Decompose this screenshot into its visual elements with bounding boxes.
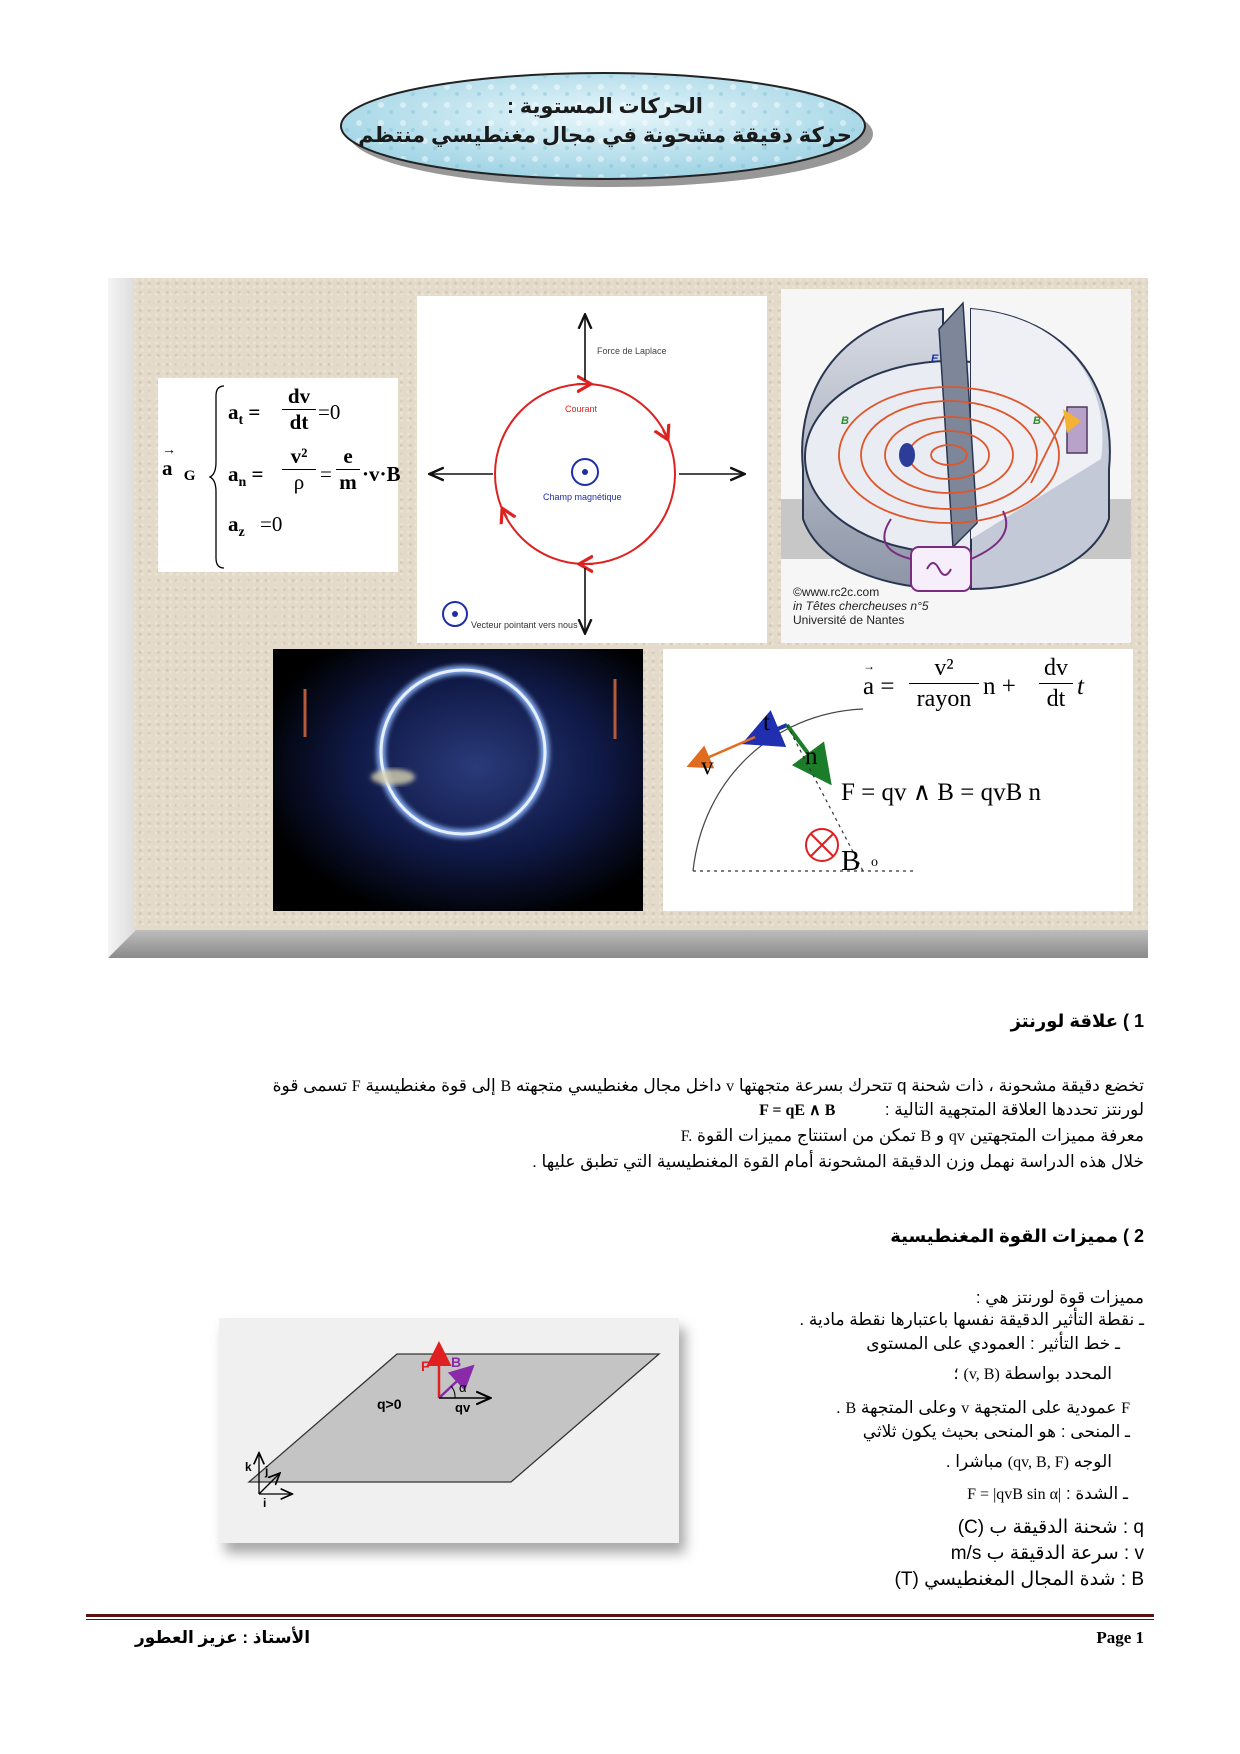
accel-equation-a: → a = [863, 659, 895, 700]
velocity-vector-figure [663, 649, 1133, 911]
beam-ring-image [273, 649, 643, 911]
section-1-paragraph-4: خلال هذه الدراسة نهمل وزن الدقيقة المشحونة أمام القوة المغنطيسية التي تطبق عليها . [532, 1152, 1144, 1171]
az-label: $a_z$ [228, 512, 245, 541]
axis-k-label: k [245, 1460, 252, 1474]
axis-i-label: i [263, 1496, 267, 1510]
field-label-b: B [841, 845, 861, 877]
cyclotron-credit: ©www.rc2c.com in Têtes chercheuses n°5 Université de Nantes [793, 585, 929, 627]
page-title [350, 92, 860, 150]
an-fraction-2: e m [336, 444, 360, 495]
panel-frame-left [108, 278, 136, 956]
field-e-label: E [931, 353, 939, 365]
an-label: $a_n$ = [228, 462, 264, 491]
accel-equation-n: n + [983, 673, 1016, 700]
laplace-force-figure [417, 296, 767, 643]
origin-label: o [871, 855, 878, 870]
plane-angle-label: α [459, 1380, 467, 1395]
title-line-1: الحركات المستوية : [506, 95, 704, 118]
section-1-paragraph-1: تخضع دقيقة مشحونة ، ذات شحنة q تتحرك بسرعة متجهتها v داخل مجال مغنطيسي متجهته B إلى قوة مغنطيسية F تسمى قوة [272, 1076, 1144, 1095]
section-2-item-2: ـ خط التأثير : العمودي على المستوى [866, 1334, 1120, 1353]
current-label: Courant [565, 404, 598, 414]
velocity-label: v [701, 753, 714, 780]
az-result: =0 [260, 512, 283, 536]
an-fraction-1: v² ρ [282, 444, 316, 495]
section-1-paragraph-2: لورنتز تحددها العلاقة المتجهية التالية : F = qE ∧ B [759, 1100, 1144, 1119]
field-b-label-left: B [841, 415, 849, 427]
tangent-label: t [763, 709, 770, 736]
lorentz-plane-figure [219, 1318, 679, 1543]
panel-frame-bottom [108, 930, 1148, 958]
accel-symbol: → a $_G$ [162, 443, 196, 485]
footer-rule-thin [86, 1619, 1154, 1620]
field-b-label-right: B [1033, 415, 1041, 427]
vector-legend: Vecteur pointant vers nous [471, 620, 578, 630]
accel-fraction-1: v² rayon [909, 653, 979, 714]
accel-equation-t: t [1077, 673, 1084, 700]
plane-diagram [219, 1318, 679, 1543]
velocity-definition: v : سرعة الدقيقة ب m/s [950, 1543, 1144, 1564]
field-label: Champ magnétique [543, 492, 622, 502]
plane-qv-label: qv [455, 1400, 471, 1415]
cyclotron-figure [781, 289, 1131, 643]
footer-teacher: الأستاذ : عزيز العطور [135, 1628, 311, 1647]
at-result: =0 [318, 400, 341, 424]
at-fraction: dv dt [282, 384, 316, 435]
footer-rule [86, 1614, 1154, 1617]
acceleration-formula-card [158, 378, 401, 572]
page-number: Page 1 [1096, 1628, 1144, 1647]
title-line-2: حركة دقيقة مشحونة في مجال مغنطيسي منتظم [358, 124, 852, 147]
section-2-item-1: ـ نقطة التأثير الدقيقة نفسها باعتبارها نقطة مادية . [799, 1310, 1144, 1329]
section-2-item-2b: المحدد بواسطة (v, B) ؛ [953, 1364, 1112, 1383]
plane-field-label: B [451, 1354, 462, 1370]
charge-definition: q : شحنة الدقيقة ب (C) [957, 1517, 1144, 1538]
plane-force-label: F [421, 1358, 430, 1374]
plane-charge-label: q>0 [377, 1396, 402, 1412]
laplace-diagram [417, 296, 767, 643]
brace-icon [208, 384, 230, 570]
section-2-item-4b: الوجه (qv, B, F) مباشرا . [945, 1452, 1112, 1471]
force-equation: F = qv ∧ B = qvB n [841, 779, 1041, 806]
section-1-paragraph-3: معرفة مميزات المتجهتين qv و B تمكن من استنتاج مميزات القوة F. [680, 1126, 1144, 1145]
at-label: $a_t$ = [228, 400, 261, 429]
accel-fraction-2: dv dt [1039, 653, 1073, 714]
electron-beam-photo [273, 649, 643, 911]
section-2-item-3: F عمودية على المتجهة v وعلى المتجهة B . [836, 1398, 1130, 1417]
section-2-intro: مميزات قوة لورنتز هي : [975, 1288, 1144, 1307]
axis-j-label: j [265, 1464, 269, 1478]
an-tail: ·v·B [362, 462, 401, 486]
section-2-heading: 2 ) مميزات القوة المغنطيسية [890, 1226, 1144, 1246]
force-label: Force de Laplace [597, 346, 667, 356]
normal-label: n [805, 743, 818, 770]
section-1-heading: 1 ) علاقة لورنتز [1010, 1011, 1144, 1031]
section-2-item-4: ـ المنحى : هو المنحى بحيث يكون ثلاثي [862, 1422, 1130, 1441]
field-definition: B : شدة المجال المغنطيسي (T) [894, 1569, 1144, 1590]
section-2-item-5: ـ الشدة : F = |qvB sin α| [967, 1484, 1128, 1503]
an-equals: = [320, 462, 332, 486]
